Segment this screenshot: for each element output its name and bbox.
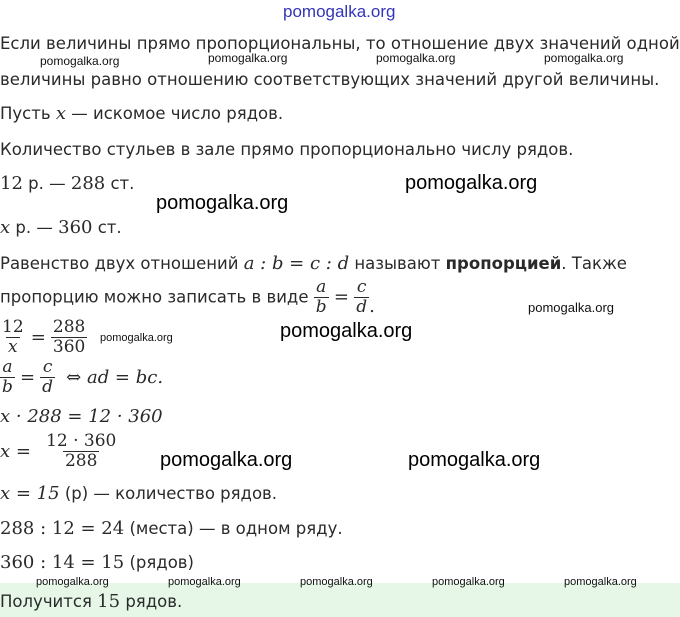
result-rows: x = 15 (р) — количество рядов. — [0, 483, 278, 504]
rule-line-1: Если величины прямо пропорциональны, то отношение двух значений одной — [0, 34, 680, 53]
watermark-big: pomogalka.org — [156, 192, 289, 214]
watermark-big: pomogalka.org — [280, 320, 413, 342]
proportion-definition: Равенство двух отношений a : b = c : d называют пропорцией. Также — [0, 253, 627, 274]
watermark-small: pomogalka.org — [300, 576, 373, 588]
watermark-small: pomogalka.org — [528, 300, 614, 315]
site-watermark: pomogalka.org — [283, 2, 396, 21]
proportional-statement: Количество стульев в зале прямо пропорционально числу рядов. — [0, 140, 574, 159]
watermark-small: pomogalka.org — [36, 576, 109, 588]
watermark-small: pomogalka.org — [432, 576, 505, 588]
seats-per-row: 288 : 12 = 24 (места) — в одном ряду. — [0, 518, 343, 539]
watermark-small: pomogalka.org — [376, 51, 456, 65]
watermark-small: pomogalka.org — [100, 332, 173, 344]
let-word: Пусть — [0, 104, 51, 123]
equation-solve: x = $\frac{12 \cdot 360}{288}$ — [0, 431, 117, 471]
equation-ratio: $\frac{12}{x}$ = $\frac{288}{360}$ — [2, 317, 86, 357]
watermark-big: pomogalka.org — [160, 449, 293, 471]
watermark-big: pomogalka.org — [405, 172, 538, 194]
watermark-small: pomogalka.org — [168, 576, 241, 588]
watermark-small: pomogalka.org — [564, 576, 637, 588]
data-row-1: 12 р. — 288 ст. — [0, 173, 135, 194]
let-statement: Пусть x — искомое число рядов. — [0, 103, 284, 124]
check-rows: 360 : 14 = 15 (рядов) — [0, 552, 194, 573]
watermark-small: pomogalka.org — [40, 54, 120, 68]
rule-line-2: величины равно отношению соответствующих значений другой величины. — [0, 70, 660, 89]
proportion-alt-form: пропорцию можно записать в виде $\frac{a}{b}$ = $\frac{c}{d}$ . — [0, 277, 375, 317]
watermark-small: pomogalka.org — [544, 51, 624, 65]
watermark-big: pomogalka.org — [408, 449, 541, 471]
let-text: — искомое число рядов. — [71, 104, 284, 123]
equation-cross: $\frac{a}{b}$ = $\frac{c}{d}$ ⇔ ad = bc. — [2, 357, 164, 397]
data-row-2: x р. — 360 ст. — [0, 217, 122, 238]
answer-text: Получится 15 рядов. — [0, 591, 183, 612]
watermark-small: pomogalka.org — [208, 51, 288, 65]
equation-product: x · 288 = 12 · 360 — [0, 406, 163, 427]
